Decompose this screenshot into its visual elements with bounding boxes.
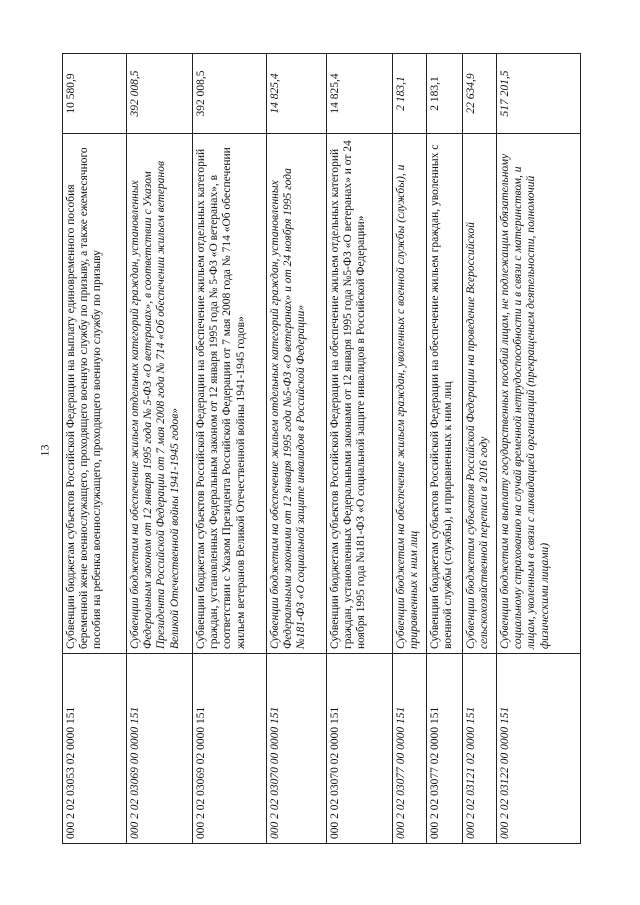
budget-code: 000 2 02 03077 00 0000 151 bbox=[393, 654, 427, 844]
budget-description: Субвенции бюджетам на выплату государственных пособий лицам, не подлежащим обязательному социальному страхованию на случай временной нетрудоспособности и в связи с материнством, и лицам, уволенным в связи с ликвидацией организаций (прекращением деятельности, полномочий физическими лицами) bbox=[497, 134, 581, 654]
budget-table bbox=[62, 53, 581, 844]
table-row bbox=[463, 54, 497, 844]
budget-description: Субвенции бюджетам на обеспечение жильем граждан, уволенных с военной службы (службы), и приравненных к ним лиц bbox=[393, 134, 427, 654]
budget-code: 000 2 02 03077 02 0000 151 bbox=[427, 654, 463, 844]
budget-code: 000 2 02 03053 02 0000 151 bbox=[63, 654, 127, 844]
budget-amount: 2 183,1 bbox=[427, 54, 463, 134]
budget-amount: 22 634,9 bbox=[463, 54, 497, 134]
table-row bbox=[63, 54, 127, 844]
table-row bbox=[393, 54, 427, 844]
budget-amount: 392 008,5 bbox=[193, 54, 267, 134]
budget-code: 000 2 02 03122 00 0000 151 bbox=[497, 654, 581, 844]
budget-description: Субвенции бюджетам на обеспечение жильем отдельных категорий граждан, установленных Федеральными законами от 12 января 1995 года №5-ФЗ «О ветеранах» и от 24 ноября 1995 года №181-ФЗ «О социальной защите инвалидов в Российской Федерации» bbox=[267, 134, 327, 654]
budget-amount: 2 183,1 bbox=[393, 54, 427, 134]
page-number: 13 bbox=[37, 444, 52, 457]
table-row bbox=[193, 54, 267, 844]
rotated-table-container bbox=[62, 54, 580, 844]
budget-description: Субвенции бюджетам субъектов Российской Федерации на выплату единовременного пособия беременной жене военнослужащего, проходящего военную службу по призыву, а также ежемесячного пособия на ребенка военнослужащего, проходящего военную службу по призыву bbox=[63, 134, 127, 654]
budget-code: 000 2 02 03069 00 0000 151 bbox=[127, 654, 193, 844]
budget-code: 000 2 02 03070 02 0000 151 bbox=[327, 654, 393, 844]
budget-amount: 14 825,4 bbox=[267, 54, 327, 134]
budget-code: 000 2 02 03070 00 0000 151 bbox=[267, 654, 327, 844]
budget-amount: 517 201,5 bbox=[497, 54, 581, 134]
table-row bbox=[497, 54, 581, 844]
budget-code: 000 2 02 03069 02 0000 151 bbox=[193, 654, 267, 844]
budget-description: Субвенции бюджетам на обеспечение жильем отдельных категорий граждан, установленных Федеральным законом от 12 января 1995 года № 5-ФЗ «О ветеранах», в соответствии с Указом Президента Российской Федерации от 7 мая 2008 года № 714 «Об обеспечении жильем ветеранов Великой Отечественной войны 1941-1945 годов» bbox=[127, 134, 193, 654]
budget-amount: 10 580,9 bbox=[63, 54, 127, 134]
table-row bbox=[427, 54, 463, 844]
budget-description: Субвенции бюджетам субъектов Российской Федерации на обеспечение жильем отдельных категорий граждан, установленных Федеральными законами от 12 января 1995 года №5-ФЗ «О ветеранах» и от 24 ноября 1995 года №181-ФЗ «О социальной защите инвалидов в Российской Федерации» bbox=[327, 134, 393, 654]
budget-description: Субвенции бюджетам субъектов Российской Федерации на обеспечение жильем отдельных категорий граждан, установленных Федеральным законом от 12 января 1995 года № 5-ФЗ «О ветеранах», в соответствии с Указом Президента Российской Федерации от 7 мая 2008 года № 714 «Об обеспечении жильем ветеранов Великой Отечественной войны 1941-1945 годов» bbox=[193, 134, 267, 654]
budget-code: 000 2 02 03121 02 0000 151 bbox=[463, 654, 497, 844]
budget-description: Субвенции бюджетам субъектов Российской Федерации на проведение Всероссийской сельскохозяйственной переписи в 2016 году bbox=[463, 134, 497, 654]
budget-amount: 14 825,4 bbox=[327, 54, 393, 134]
table-row bbox=[127, 54, 193, 844]
budget-description: Субвенции бюджетам субъектов Российской Федерации на обеспечение жильем граждан, уволенных с военной службы (службы), и приравненных к ним лиц bbox=[427, 134, 463, 654]
table-row bbox=[327, 54, 393, 844]
budget-amount: 392 008,5 bbox=[127, 54, 193, 134]
table-row bbox=[267, 54, 327, 844]
